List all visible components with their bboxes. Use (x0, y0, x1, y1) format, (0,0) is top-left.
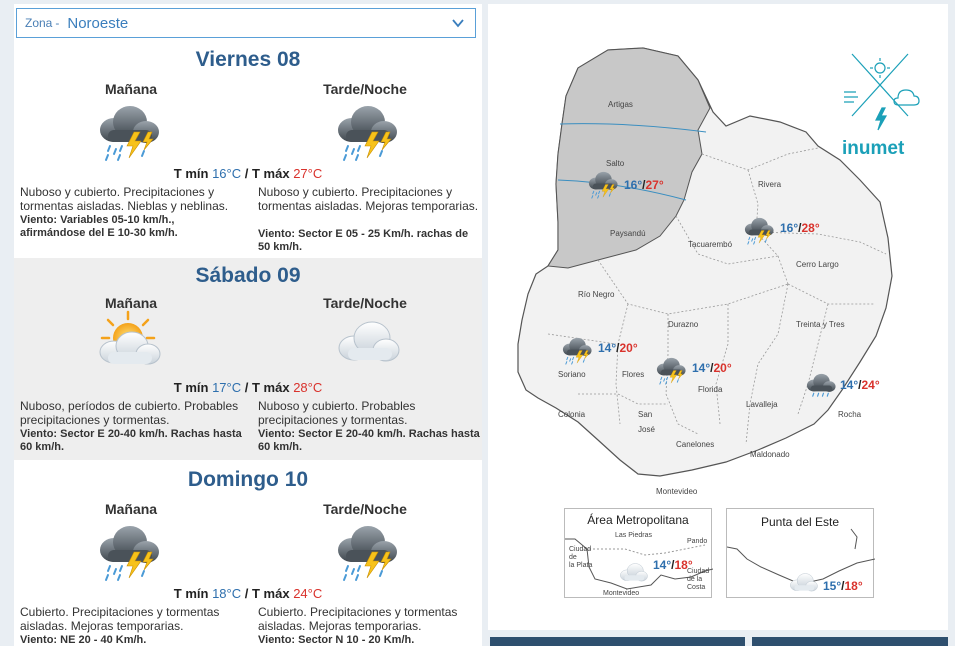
period-title-evening: Tarde/Noche (323, 81, 407, 97)
morning-wind: Viento: NE 20 - 40 Km/h. (20, 634, 147, 646)
morning-description: Cubierto. Precipitaciones y tormentas aisladas. Mejoras temporarias. (20, 605, 220, 633)
temperature-range: T mín 17°C / T máx 28°C (173, 380, 323, 395)
region-label-tacuarembo: Tacuarembó (688, 240, 733, 249)
day-title: Sábado 09 (195, 264, 301, 287)
sun-behind-cloud-icon (94, 310, 164, 372)
inumet-logo-text: inumet (842, 138, 905, 159)
cloudy-icon (332, 312, 402, 374)
max-temp: 28°C (293, 380, 323, 395)
region-label-canelones: Canelones (676, 440, 715, 449)
day-forecast-friday (14, 40, 482, 253)
punta-temp: 15°/18° (823, 579, 863, 593)
bottom-tab-right[interactable] (752, 637, 948, 646)
metro-label-de: de (569, 554, 577, 561)
max-temp: 24°C (293, 586, 323, 601)
metro-label-montevideo: Montevideo (603, 590, 640, 597)
region-label-treinta-y-tres: Treinta y Tres (796, 320, 845, 329)
metro-label-ciudad2: Ciudad (687, 568, 710, 575)
region-label-rocha: Rocha (838, 410, 862, 419)
min-temp: 17°C (212, 380, 242, 395)
period-title-evening: Tarde/Noche (323, 501, 407, 517)
period-title-morning: Mañana (104, 501, 158, 517)
zone-label: Zona (25, 16, 53, 30)
inumet-logo (842, 54, 919, 159)
morning-description: Nuboso y cubierto. Precipitaciones y tormentas aisladas. Nieblas y neblinas. (20, 185, 229, 213)
metro-label-pando: Pando (687, 538, 708, 545)
zone-value: Noroeste (67, 14, 129, 32)
region-label-durazno: Durazno (668, 320, 699, 329)
punta-del-este-inset[interactable] (726, 508, 874, 598)
inset-title: Punta del Este (760, 515, 840, 529)
min-temp: 16°C (212, 166, 242, 181)
forecast-panel (14, 4, 482, 646)
cloudy-icon (620, 564, 647, 582)
zone-dash: - (55, 16, 60, 30)
cloudy-icon (790, 574, 817, 592)
evening-description: Nuboso y cubierto. Probables precipitaciones y tormentas. (258, 399, 416, 427)
morning-wind: Viento: Variables 05-10 km/h., afirmándose del E 10-30 km/h. (20, 214, 178, 239)
metro-temp: 14°/18° (653, 558, 693, 572)
region-label-florida: Florida (698, 385, 723, 394)
period-title-morning: Mañana (104, 295, 158, 311)
map-panel (488, 4, 948, 630)
morning-description: Nuboso, períodos de cubierto. Probables precipitaciones y tormentas. (20, 399, 239, 427)
region-label-maldonado: Maldonado (750, 450, 790, 459)
period-title-evening: Tarde/Noche (323, 295, 407, 311)
map-temp-suroeste: 14°/20° (598, 341, 638, 355)
region-label-soriano: Soriano (558, 370, 586, 379)
metro-label-de-la: de la (687, 576, 703, 583)
region-label-salto: Salto (606, 159, 625, 168)
region-label-artigas: Artigas (608, 100, 633, 109)
region-label-san: San (638, 410, 653, 419)
metro-label-la-plata: la Plata (569, 562, 593, 569)
evening-description: Nuboso y cubierto. Precipitaciones y tormentas aisladas. Mejoras temporarias. (258, 185, 479, 213)
temperature-range: T mín 18°C / T máx 24°C (173, 586, 323, 601)
chevron-down-icon (451, 16, 465, 30)
morning-wind: Viento: Sector E 20-40 km/h. Rachas hasta 60 km/h. (20, 428, 242, 453)
inset-title: Área Metropolitana (587, 513, 689, 527)
bottom-tab-left[interactable] (490, 637, 745, 646)
day-title: Domingo 10 (187, 468, 309, 491)
region-label-cerro-largo: Cerro Largo (796, 260, 839, 269)
min-temp: 18°C (212, 586, 242, 601)
storm-cloud-icon (94, 520, 164, 582)
region-label-flores: Flores (622, 370, 645, 379)
evening-wind: Viento: Sector N 10 - 20 Km/h. (258, 634, 415, 646)
metro-label-costa: Costa (687, 584, 706, 591)
evening-wind: Viento: Sector E 05 - 25 Km/h. rachas de 50 km/h. (258, 228, 469, 253)
map-temp-centro: 14°/20° (692, 361, 732, 375)
region-label-rivera: Rivera (758, 180, 782, 189)
storm-cloud-icon (332, 100, 402, 162)
period-title-morning: Mañana (104, 81, 158, 97)
metro-label-ciudad: Ciudad (569, 546, 592, 553)
map-temp-sureste: 14°/24° (840, 378, 880, 392)
region-label-lavalleja: Lavalleja (746, 400, 778, 409)
evening-description: Cubierto. Precipitaciones y tormentas aisladas. Mejoras temporarias. (258, 605, 458, 633)
region-label-paysandu: Paysandú (610, 229, 646, 238)
temperature-range: T mín 16°C / T máx 27°C (173, 166, 323, 181)
day-title: Viernes 08 (195, 48, 301, 71)
day-forecast-sunday (14, 464, 482, 646)
storm-cloud-icon (332, 520, 402, 582)
region-label-jose: José (638, 425, 655, 434)
max-temp: 27°C (293, 166, 323, 181)
metro-area-inset[interactable] (564, 508, 712, 598)
region-label-montevideo: Montevideo (656, 487, 698, 496)
zone-select[interactable] (16, 8, 476, 38)
uruguay-map (488, 4, 948, 504)
storm-cloud-icon (94, 100, 164, 162)
map-temp-noreste: 16°/28° (780, 221, 820, 235)
evening-wind: Viento: Sector E 20-40 km/h. Rachas hasta 60 km/h. (258, 428, 480, 453)
day-forecast-saturday (14, 258, 482, 460)
region-label-colonia: Colonia (558, 410, 586, 419)
metro-label-las-piedras: Las Piedras (615, 532, 652, 539)
map-temp-noroeste: 16°/27° (624, 178, 664, 192)
region-label-rio-negro: Río Negro (578, 290, 615, 299)
